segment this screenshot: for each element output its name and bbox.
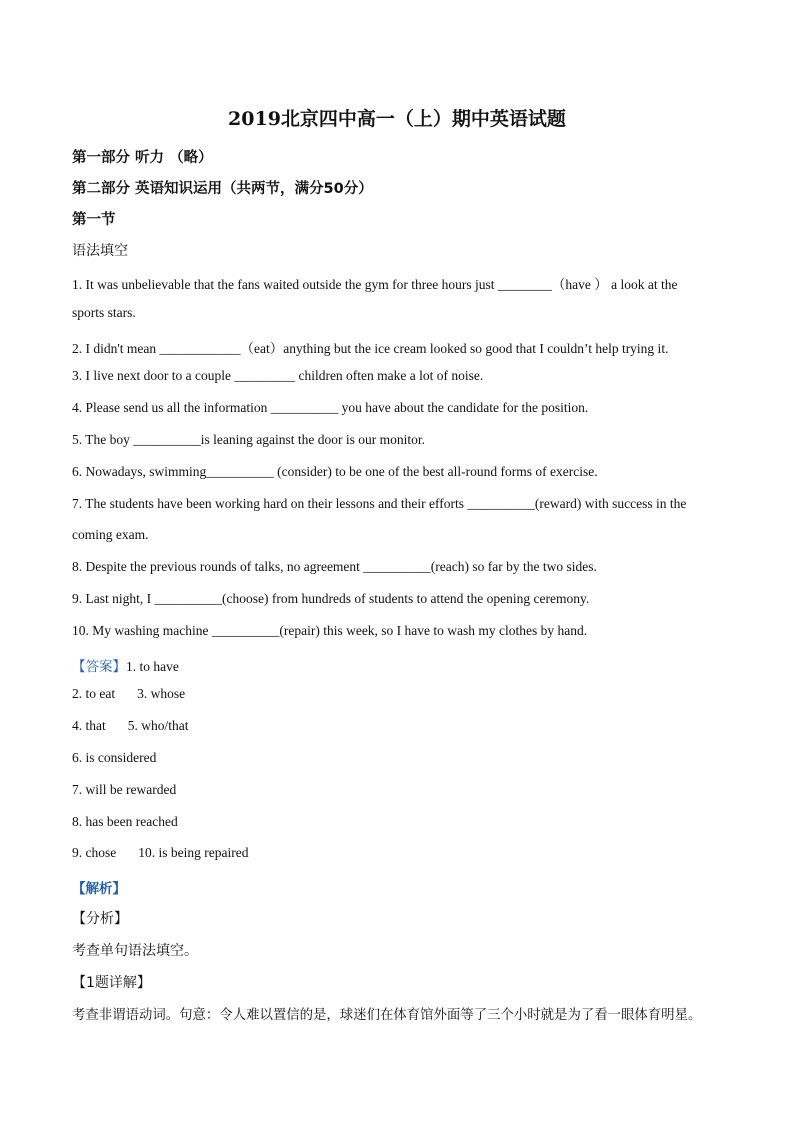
- detail1-tag: 【1题详解】: [72, 975, 151, 991]
- part2-heading: 第二部分 英语知识运用（共两节，满分50分）: [72, 181, 373, 197]
- answer-5: 5. who/that: [127, 718, 189, 733]
- section-type-label: 语法填空: [72, 243, 128, 259]
- question-8: 8. Despite the previous rounds of talks, no agreement __________(reach) so far by the two sides.: [72, 559, 597, 574]
- fenxi-tag: 【分析】: [72, 911, 128, 927]
- answer-2: 2. to eat: [72, 686, 116, 701]
- question-3: 3. I live next door to a couple _________ children often make a lot of noise.: [72, 368, 484, 383]
- question-1-line-2: sports stars.: [72, 305, 136, 320]
- answer-line-1: [72, 655, 179, 675]
- answer-6: 6. is considered: [72, 750, 157, 765]
- answer-line-3: [72, 718, 189, 734]
- answer-1: 1. to have: [126, 659, 179, 674]
- question-7-line-1: 7. The students have been working hard on their lessons and their efforts __________(reward) with success in the: [72, 496, 687, 511]
- question-7-line-2: coming exam.: [72, 527, 149, 542]
- answer-7: 7. will be rewarded: [72, 782, 177, 797]
- answer-8: 8. has been reached: [72, 814, 178, 829]
- answer-tag: 【答案】: [72, 659, 126, 675]
- analysis-tag: 【解析】: [72, 881, 126, 897]
- fenxi-text: 考查单句语法填空。: [72, 943, 198, 959]
- detail1-text: 考查非谓语动词。句意：令人难以置信的是，球迷们在体育馆外面等了三个小时就是为了看一眼体育明星。: [72, 1008, 702, 1023]
- answer-line-2: [72, 686, 185, 702]
- section1-heading: 第一节: [72, 212, 116, 228]
- question-4: 4. Please send us all the information __________ you have about the candidate for the position.: [72, 400, 589, 415]
- question-2: 2. I didn't mean ____________（eat）anything but the ice cream looked so good that I couldn’t help trying it.: [72, 341, 669, 356]
- answer-line-7: [72, 845, 248, 861]
- question-6: 6. Nowadays, swimming__________ (consider) to be one of the best all-round forms of exercise.: [72, 464, 598, 479]
- question-10: 10. My washing machine __________(repair) this week, so I have to wash my clothes by hand.: [72, 623, 588, 638]
- question-9: 9. Last night, I __________(choose) from hundreds of students to attend the opening ceremony.: [72, 591, 590, 606]
- answer-10: 10. is being repaired: [138, 845, 249, 860]
- page-title: 2019北京四中高一（上）期中英语试题: [228, 108, 566, 130]
- answer-9: 9. chose: [72, 845, 117, 860]
- question-5: 5. The boy __________is leaning against the door is our monitor.: [72, 432, 425, 447]
- answer-4: 4. that: [72, 718, 106, 733]
- question-1-line-1: 1. It was unbelievable that the fans waited outside the gym for three hours just ________（have ） a look at the: [72, 277, 678, 292]
- part1-heading: 第一部分 听力 （略）: [72, 150, 213, 166]
- answer-3: 3. whose: [137, 686, 186, 701]
